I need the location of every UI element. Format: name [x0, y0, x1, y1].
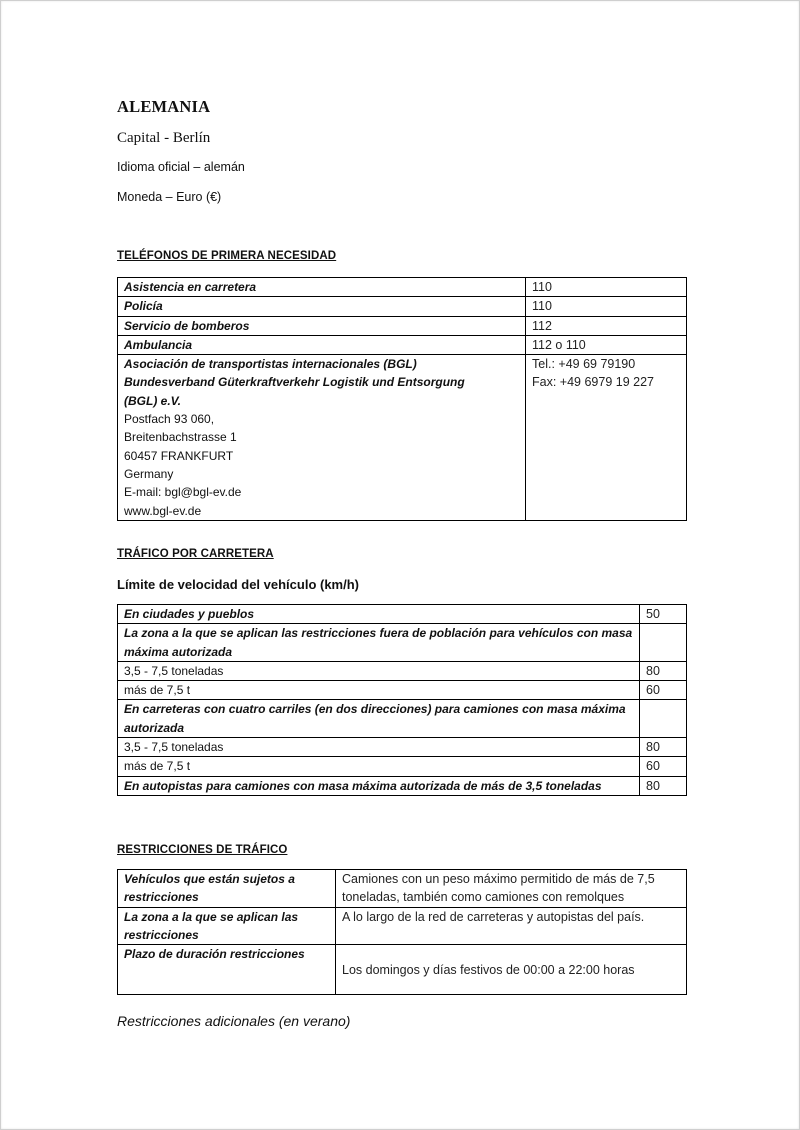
table-row	[118, 776, 687, 795]
association-title-line: (BGL) e.V.	[124, 393, 181, 408]
speed-label: más de 7,5 t	[118, 757, 640, 776]
email-line: E-mail: bgl@bgl-ev.de	[124, 485, 242, 500]
speed-value: 80	[640, 738, 687, 757]
restriction-value: Camiones con un peso máximo permitido de más de 7,5 toneladas, también como camiones con remolques	[336, 870, 687, 908]
address-line: 60457 FRANKFURT	[124, 448, 234, 463]
currency-line: Moneda – Euro (€)	[117, 190, 222, 204]
table-row	[118, 945, 687, 995]
table-row	[118, 297, 687, 316]
table-row	[118, 624, 687, 662]
phone-value: 110	[526, 297, 687, 316]
table-row	[118, 870, 687, 908]
restrictions-table	[117, 869, 687, 995]
table-row	[118, 907, 687, 945]
table-row	[118, 757, 687, 776]
phone-label: Servicio de bomberos	[118, 316, 526, 335]
table-row	[118, 335, 687, 354]
speed-value	[640, 700, 687, 738]
speed-value: 60	[640, 681, 687, 700]
table-row	[118, 700, 687, 738]
address-line: Postfach 93 060,	[124, 412, 215, 427]
traffic-section-title: TRÁFICO POR CARRETERA	[117, 548, 274, 560]
table-row	[118, 316, 687, 335]
restrictions-section-title: RESTRICCIONES DE TRÁFICO	[117, 844, 288, 856]
association-title-line: Bundesverband Güterkraftverkehr Logistik und Entsorgung	[124, 375, 465, 390]
fax-line: Fax: +49 6979 19 227	[532, 375, 654, 390]
speed-label: En autopistas para camiones con masa máxima autorizada de más de 3,5 toneladas	[118, 776, 640, 795]
speed-value: 60	[640, 757, 687, 776]
phone-label: Policía	[118, 297, 526, 316]
association-title-line: Asociación de transportistas internacionales (BGL)	[124, 357, 417, 372]
association-contact-cell	[526, 355, 687, 521]
capital-line: Capital - Berlín	[117, 130, 211, 146]
country-title: ALEMANIA	[117, 97, 211, 116]
table-row	[118, 278, 687, 297]
phone-value: 110	[526, 278, 687, 297]
table-row	[118, 738, 687, 757]
speed-label: En ciudades y pueblos	[118, 605, 640, 624]
table-row	[118, 605, 687, 624]
language-line: Idioma oficial – alemán	[117, 160, 245, 174]
restriction-label: Vehículos que están sujetos a restricciones	[118, 870, 336, 908]
restriction-value: Los domingos y días festivos de 00:00 a 22:00 horas	[336, 945, 687, 995]
restriction-label: Plazo de duración restricciones	[118, 945, 336, 995]
speed-value: 80	[640, 661, 687, 680]
phones-table	[117, 277, 687, 521]
association-cell	[118, 355, 526, 521]
phone-label: Ambulancia	[118, 335, 526, 354]
restriction-value: A lo largo de la red de carreteras y autopistas del país.	[336, 907, 687, 945]
restriction-label: La zona a la que se aplican las restricciones	[118, 907, 336, 945]
speed-table	[117, 604, 687, 796]
speed-label: La zona a la que se aplican las restricciones fuera de población para vehículos con masa máxima autorizada	[118, 624, 640, 662]
speed-label: más de 7,5 t	[118, 681, 640, 700]
speed-label: 3,5 - 7,5 toneladas	[118, 738, 640, 757]
address-line: Breitenbachstrasse 1	[124, 430, 237, 445]
table-row	[118, 681, 687, 700]
phone-value: 112	[526, 316, 687, 335]
tel-line: Tel.: +49 69 79190	[532, 357, 636, 372]
phone-value: 112 o 110	[526, 335, 687, 354]
phone-label: Asistencia en carretera	[118, 278, 526, 297]
speed-limit-subtitle: Límite de velocidad del vehículo (km/h)	[117, 577, 359, 592]
speed-value	[640, 624, 687, 662]
phones-section-title: TELÉFONOS DE PRIMERA NECESIDAD	[117, 250, 337, 262]
speed-value: 50	[640, 605, 687, 624]
speed-value: 80	[640, 776, 687, 795]
table-row	[118, 355, 687, 521]
website-line: www.bgl-ev.de	[124, 503, 202, 518]
speed-label: En carreteras con cuatro carriles (en dos direcciones) para camiones con masa máxima autorizada	[118, 700, 640, 738]
speed-label: 3,5 - 7,5 toneladas	[118, 661, 640, 680]
address-line: Germany	[124, 466, 174, 481]
additional-restrictions-heading: Restricciones adicionales (en verano)	[117, 1013, 351, 1029]
table-row	[118, 661, 687, 680]
